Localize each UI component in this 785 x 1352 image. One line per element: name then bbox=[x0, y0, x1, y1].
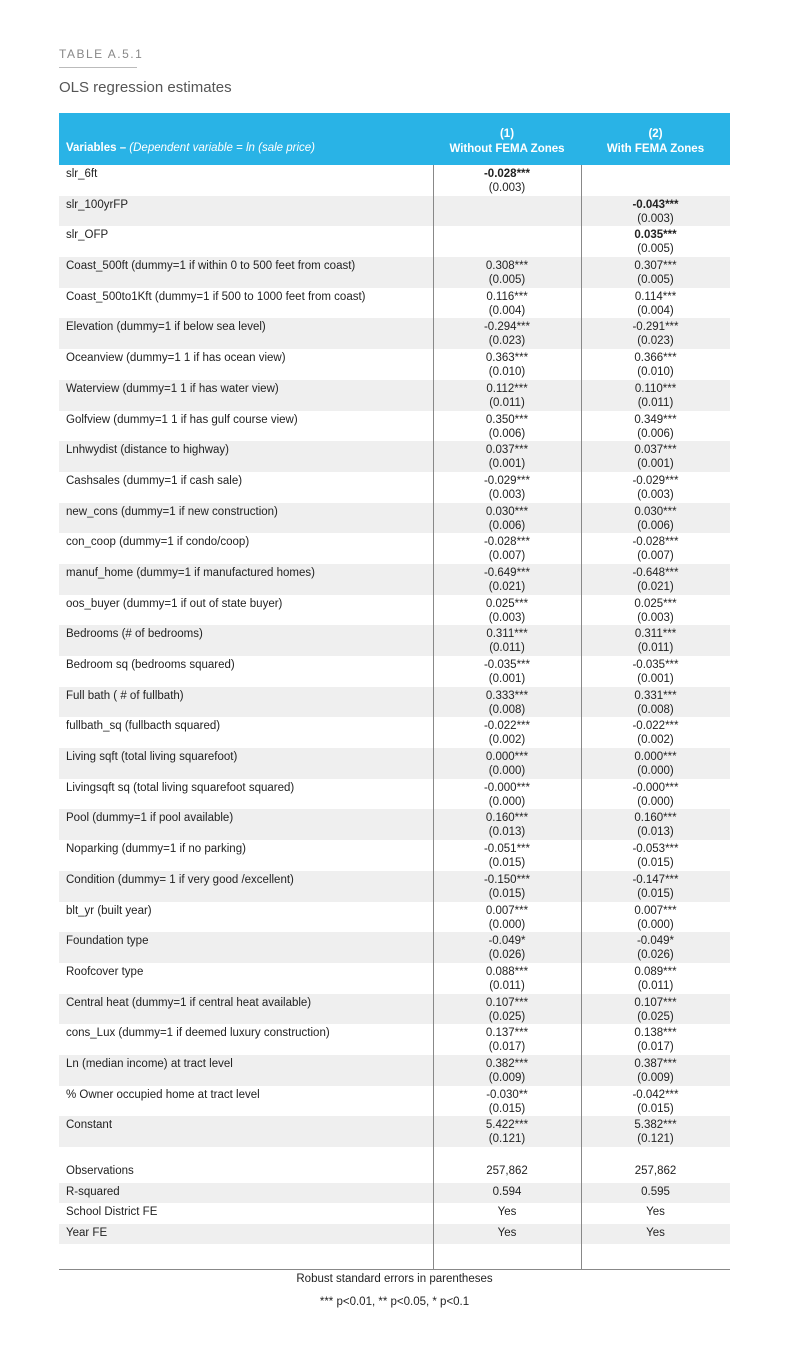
col1-coefficient: 0.311*** bbox=[486, 628, 528, 641]
col1-std-error: (0.000) bbox=[488, 795, 526, 808]
col2-coefficient: 0.000*** bbox=[634, 751, 677, 764]
col2-std-error: (0.025) bbox=[637, 1010, 674, 1023]
col2-cell bbox=[581, 1118, 730, 1146]
col1-coefficient: 0.088*** bbox=[485, 965, 529, 978]
table-row bbox=[59, 994, 730, 1025]
row-variable: slr_OFP bbox=[66, 229, 109, 242]
table-row bbox=[59, 318, 730, 349]
table-row bbox=[59, 748, 730, 779]
row-variable: Pool (dummy=1 if pool available) bbox=[66, 812, 234, 825]
col2-cell bbox=[581, 689, 730, 717]
table-row bbox=[59, 288, 730, 319]
col2-std-error: (0.013) bbox=[637, 826, 674, 839]
col2-std-error: (0.000) bbox=[637, 795, 674, 808]
row-variable: Foundation type bbox=[66, 935, 149, 948]
col2-cell bbox=[581, 627, 730, 655]
col2-cell bbox=[581, 658, 730, 686]
table-row bbox=[59, 380, 730, 411]
col2-coefficient: 0.037*** bbox=[634, 444, 677, 457]
header-col1 bbox=[433, 127, 581, 156]
col2-coefficient: -0.042*** bbox=[632, 1088, 679, 1101]
header-col1-number: (1) bbox=[499, 128, 515, 140]
col1-coefficient: 0.350*** bbox=[485, 413, 529, 426]
header-dependent-variable: (Dependent variable = ln (sale price) bbox=[129, 142, 315, 154]
row-variable: blt_yr (built year) bbox=[66, 904, 152, 917]
col1-std-error: (0.011) bbox=[489, 396, 525, 409]
col2-std-error: (0.023) bbox=[637, 335, 674, 348]
col2-std-error: (0.010) bbox=[637, 366, 674, 379]
col1-coefficient: 0.030*** bbox=[485, 505, 529, 518]
col1-cell bbox=[433, 1088, 581, 1116]
col1-std-error: (0.006) bbox=[488, 427, 526, 440]
stats-col2: Yes bbox=[646, 1206, 665, 1218]
table-row bbox=[59, 840, 730, 871]
table-row bbox=[59, 902, 730, 933]
col2-cell bbox=[581, 781, 730, 809]
col1-coefficient: -0.028*** bbox=[483, 536, 531, 549]
col2-std-error: (0.003) bbox=[637, 212, 674, 225]
col1-coefficient: 5.422*** bbox=[485, 1119, 529, 1132]
col2-std-error: (0.001) bbox=[637, 673, 674, 685]
col2-coefficient: -0.000*** bbox=[632, 781, 679, 794]
col1-std-error: (0.003) bbox=[488, 488, 526, 501]
table-row bbox=[59, 503, 730, 534]
row-variable: Central heat (dummy=1 if central heat available) bbox=[66, 996, 312, 1009]
row-variable: Elevation (dummy=1 if below sea level) bbox=[66, 321, 266, 334]
table-header bbox=[59, 113, 730, 165]
col1-cell bbox=[433, 965, 581, 993]
table-row bbox=[59, 963, 730, 994]
col1-coefficient: 0.007*** bbox=[485, 904, 529, 917]
col2-coefficient: 5.382*** bbox=[634, 1119, 677, 1132]
col1-std-error: (0.010) bbox=[488, 366, 526, 379]
col1-coefficient: 0.025*** bbox=[485, 597, 529, 610]
table-row bbox=[59, 349, 730, 380]
row-variable: new_cons (dummy=1 if new construction) bbox=[66, 505, 278, 518]
col2-std-error: (0.011) bbox=[637, 642, 674, 655]
col1-cell bbox=[433, 689, 581, 717]
col1-cell bbox=[433, 904, 581, 932]
row-variable: Lnhwydist (distance to highway) bbox=[66, 444, 229, 457]
col1-coefficient: 0.160*** bbox=[485, 812, 529, 825]
column-divider-1 bbox=[433, 165, 434, 1269]
col1-coefficient: -0.028*** bbox=[483, 168, 531, 180]
table-row bbox=[59, 226, 730, 257]
row-variable: cons_Lux (dummy=1 if deemed luxury construction) bbox=[66, 1027, 330, 1040]
col2-cell bbox=[581, 474, 730, 502]
header-col1-name: Without FEMA Zones bbox=[449, 142, 565, 155]
stats-label: R-squared bbox=[66, 1185, 120, 1198]
col2-coefficient: -0.035*** bbox=[632, 659, 679, 671]
col2-coefficient: -0.028*** bbox=[632, 536, 679, 549]
stats-col1: 257,862 bbox=[486, 1165, 528, 1177]
stats-col2: 257,862 bbox=[634, 1165, 677, 1177]
table-row bbox=[59, 1086, 730, 1117]
stats-col2: 0.595 bbox=[641, 1185, 670, 1198]
col2-cell bbox=[581, 597, 730, 625]
table-row bbox=[59, 595, 730, 626]
header-variables bbox=[66, 142, 315, 154]
col1-cell bbox=[433, 566, 581, 594]
col1-cell bbox=[433, 505, 581, 533]
col1-std-error: (0.025) bbox=[488, 1010, 526, 1023]
col2-cell bbox=[581, 904, 730, 932]
row-variable: Ln (median income) at tract level bbox=[66, 1057, 233, 1070]
col2-coefficient: 0.349*** bbox=[634, 413, 677, 426]
col2-cell bbox=[581, 1088, 730, 1116]
col1-cell bbox=[433, 658, 581, 686]
col2-coefficient: -0.029*** bbox=[632, 474, 679, 487]
table-row bbox=[59, 809, 730, 840]
col2-cell bbox=[581, 290, 730, 318]
col1-std-error: (0.002) bbox=[488, 734, 526, 747]
col2-std-error: (0.004) bbox=[637, 304, 674, 317]
col2-cell bbox=[581, 934, 730, 962]
col1-std-error: (0.003) bbox=[488, 182, 526, 194]
table-bottom-rule bbox=[59, 1269, 730, 1270]
col1-std-error: (0.001) bbox=[488, 673, 526, 685]
header-variables-label: Variables – bbox=[66, 142, 130, 154]
col1-cell bbox=[433, 719, 581, 747]
table-row bbox=[59, 1116, 730, 1147]
col1-coefficient: -0.022*** bbox=[483, 720, 531, 733]
row-variable: % Owner occupied home at tract level bbox=[66, 1088, 260, 1101]
col2-cell bbox=[581, 811, 730, 839]
table-row bbox=[59, 411, 730, 442]
table-row bbox=[59, 932, 730, 963]
col2-coefficient: -0.053*** bbox=[632, 843, 679, 856]
stats-label: Year FE bbox=[66, 1226, 108, 1239]
col1-coefficient: -0.051*** bbox=[483, 843, 531, 856]
col2-coefficient: 0.025*** bbox=[634, 597, 677, 610]
stats-row bbox=[59, 1183, 730, 1204]
col2-std-error: (0.000) bbox=[637, 918, 674, 931]
col1-cell bbox=[433, 1057, 581, 1085]
row-variable: Livingsqft sq (total living squarefoot squared) bbox=[66, 781, 295, 794]
col2-cell bbox=[581, 535, 730, 563]
col2-coefficient: 0.307*** bbox=[634, 260, 677, 273]
col2-std-error: (0.121) bbox=[637, 1133, 674, 1146]
col1-std-error: (0.000) bbox=[488, 918, 526, 931]
row-variable: Full bath ( # of fullbath) bbox=[66, 689, 184, 702]
col1-coefficient: 0.363*** bbox=[485, 352, 529, 365]
col2-coefficient: -0.291*** bbox=[632, 321, 679, 334]
col1-coefficient: -0.649*** bbox=[483, 566, 531, 579]
col2-coefficient: -0.043*** bbox=[632, 198, 679, 211]
col2-cell bbox=[581, 996, 730, 1024]
col2-std-error: (0.002) bbox=[637, 734, 674, 747]
col2-std-error: (0.000) bbox=[637, 765, 674, 778]
col2-std-error: (0.009) bbox=[637, 1071, 674, 1084]
table-row bbox=[59, 257, 730, 288]
col1-coefficient: -0.000*** bbox=[483, 781, 531, 794]
table-row bbox=[59, 564, 730, 595]
col2-cell bbox=[581, 750, 730, 778]
col1-std-error: (0.007) bbox=[488, 550, 526, 563]
row-variable: slr_100yrFP bbox=[66, 198, 128, 211]
col2-cell bbox=[581, 505, 730, 533]
col1-coefficient: 0.137*** bbox=[485, 1027, 529, 1040]
col1-std-error: (0.015) bbox=[488, 887, 526, 900]
col2-std-error: (0.011) bbox=[637, 979, 674, 992]
col2-coefficient: 0.110*** bbox=[634, 382, 677, 395]
col2-cell bbox=[581, 228, 730, 256]
col2-std-error: (0.003) bbox=[637, 611, 674, 624]
col1-cell bbox=[433, 474, 581, 502]
col2-std-error: (0.015) bbox=[637, 887, 674, 900]
col2-cell bbox=[581, 1057, 730, 1085]
col2-coefficient: -0.022*** bbox=[632, 720, 679, 733]
stats-row bbox=[59, 1224, 730, 1245]
col1-coefficient: -0.035*** bbox=[483, 659, 531, 671]
col2-coefficient: 0.138*** bbox=[634, 1027, 677, 1040]
table-row bbox=[59, 717, 730, 748]
col1-std-error: (0.005) bbox=[488, 274, 526, 287]
col2-cell bbox=[581, 1026, 730, 1054]
table-title: OLS regression estimates bbox=[59, 79, 232, 96]
col2-coefficient: 0.089*** bbox=[634, 965, 677, 978]
col2-std-error: (0.015) bbox=[637, 1102, 674, 1115]
table-row bbox=[59, 656, 730, 687]
col1-cell bbox=[433, 413, 581, 441]
col2-std-error: (0.017) bbox=[637, 1041, 674, 1054]
regression-table bbox=[59, 113, 730, 1244]
col2-cell bbox=[581, 351, 730, 379]
col2-coefficient: 0.331*** bbox=[634, 689, 677, 702]
col2-std-error: (0.021) bbox=[637, 580, 674, 593]
stats-label: School District FE bbox=[66, 1206, 158, 1218]
col1-std-error: (0.026) bbox=[488, 949, 526, 962]
col2-cell bbox=[581, 566, 730, 594]
col2-coefficient: 0.114*** bbox=[634, 290, 677, 303]
table-row bbox=[59, 625, 730, 656]
stats-col1: Yes bbox=[497, 1206, 517, 1218]
col1-cell bbox=[433, 259, 581, 287]
col1-std-error: (0.001) bbox=[488, 458, 526, 471]
col1-coefficient: -0.294*** bbox=[483, 321, 531, 334]
col2-std-error: (0.011) bbox=[637, 396, 674, 409]
header-col2-name: With FEMA Zones bbox=[606, 142, 705, 155]
table-label: TABLE A.5.1 bbox=[59, 47, 144, 61]
col1-std-error: (0.000) bbox=[488, 765, 526, 778]
col2-std-error: (0.005) bbox=[637, 274, 674, 287]
row-variable: Cashsales (dummy=1 if cash sale) bbox=[66, 474, 243, 487]
col1-cell bbox=[433, 750, 581, 778]
row-variable: Waterview (dummy=1 1 if has water view) bbox=[66, 382, 279, 395]
row-variable: Living sqft (total living squarefoot) bbox=[66, 751, 238, 764]
col1-std-error: (0.013) bbox=[488, 826, 526, 839]
col2-coefficient: -0.147*** bbox=[632, 873, 679, 886]
col1-cell bbox=[433, 351, 581, 379]
table-body bbox=[59, 165, 730, 1147]
col1-std-error: (0.006) bbox=[488, 519, 526, 532]
col1-coefficient: 0.037*** bbox=[485, 444, 529, 457]
col1-cell bbox=[433, 443, 581, 471]
col2-coefficient: 0.311*** bbox=[634, 628, 677, 641]
col2-cell bbox=[581, 719, 730, 747]
col1-std-error: (0.015) bbox=[488, 857, 526, 870]
stats-col2: Yes bbox=[646, 1226, 665, 1239]
table-row bbox=[59, 472, 730, 503]
col1-cell bbox=[433, 873, 581, 901]
col1-coefficient: 0.112*** bbox=[486, 382, 528, 395]
row-variable: Coast_500to1Kft (dummy=1 if 500 to 1000 feet from coast) bbox=[66, 290, 366, 303]
col1-coefficient: -0.029*** bbox=[483, 474, 531, 487]
table-row bbox=[59, 441, 730, 472]
col2-cell bbox=[581, 873, 730, 901]
note-significance: *** p<0.01, ** p<0.05, * p<0.1 bbox=[319, 1296, 470, 1308]
header-col2 bbox=[581, 127, 730, 156]
col2-coefficient: 0.160*** bbox=[634, 812, 677, 825]
col1-std-error: (0.011) bbox=[489, 642, 525, 655]
col2-cell bbox=[581, 443, 730, 471]
col2-cell bbox=[581, 382, 730, 410]
section-gap bbox=[59, 1147, 730, 1162]
row-variable: con_coop (dummy=1 if condo/coop) bbox=[66, 536, 250, 549]
col2-std-error: (0.005) bbox=[637, 243, 674, 256]
col1-std-error: (0.009) bbox=[488, 1071, 526, 1084]
col2-cell bbox=[581, 320, 730, 348]
col1-coefficient: 0.116*** bbox=[486, 290, 528, 303]
col2-coefficient: 0.035*** bbox=[634, 229, 677, 242]
col1-std-error: (0.008) bbox=[488, 703, 526, 716]
col2-coefficient: -0.648*** bbox=[632, 566, 679, 579]
col2-std-error: (0.007) bbox=[637, 550, 674, 563]
col2-coefficient: 0.007*** bbox=[634, 904, 677, 917]
col2-std-error: (0.006) bbox=[637, 519, 674, 532]
col1-cell bbox=[433, 842, 581, 870]
col1-coefficient: 0.382*** bbox=[485, 1057, 529, 1070]
row-variable: Oceanview (dummy=1 1 if has ocean view) bbox=[66, 352, 286, 365]
col2-cell bbox=[581, 842, 730, 870]
col1-std-error: (0.021) bbox=[488, 580, 526, 593]
row-variable: oos_buyer (dummy=1 if out of state buyer) bbox=[66, 597, 283, 610]
col1-cell bbox=[433, 290, 581, 318]
col1-std-error: (0.011) bbox=[489, 979, 525, 992]
stats-col1: 0.594 bbox=[492, 1185, 522, 1198]
col1-cell bbox=[433, 1026, 581, 1054]
row-variable: Constant bbox=[66, 1119, 113, 1132]
col2-cell bbox=[581, 198, 730, 226]
row-variable: Coast_500ft (dummy=1 if within 0 to 500 feet from coast) bbox=[66, 260, 356, 273]
table-row bbox=[59, 196, 730, 227]
row-variable: fullbath_sq (fullbacth squared) bbox=[66, 720, 221, 733]
col2-coefficient: 0.107*** bbox=[634, 996, 677, 1009]
stats-row bbox=[59, 1203, 730, 1224]
col2-std-error: (0.015) bbox=[637, 857, 674, 870]
col1-coefficient: 0.308*** bbox=[485, 260, 529, 273]
col1-coefficient: -0.150*** bbox=[483, 873, 531, 886]
col1-coefficient: -0.049* bbox=[488, 935, 526, 948]
table-row bbox=[59, 1024, 730, 1055]
col1-coefficient: 0.107*** bbox=[485, 996, 529, 1009]
row-variable: slr_6ft bbox=[66, 168, 98, 180]
col2-cell bbox=[581, 965, 730, 993]
col1-cell bbox=[433, 627, 581, 655]
col1-std-error: (0.004) bbox=[488, 304, 526, 317]
col1-cell bbox=[433, 167, 581, 195]
col1-std-error: (0.003) bbox=[488, 611, 526, 624]
table-row bbox=[59, 1055, 730, 1086]
table-stats bbox=[59, 1162, 730, 1244]
col1-std-error: (0.017) bbox=[488, 1041, 526, 1054]
row-variable: manuf_home (dummy=1 if manufactured homes) bbox=[66, 566, 315, 579]
table-row bbox=[59, 533, 730, 564]
col1-std-error: (0.121) bbox=[488, 1133, 526, 1146]
col2-std-error: (0.003) bbox=[637, 488, 674, 501]
col1-cell bbox=[433, 934, 581, 962]
col1-cell bbox=[433, 1118, 581, 1146]
header-col2-number: (2) bbox=[648, 128, 663, 140]
stats-col1: Yes bbox=[497, 1226, 517, 1239]
col2-coefficient: -0.049* bbox=[636, 935, 675, 948]
col2-std-error: (0.008) bbox=[637, 703, 674, 716]
row-variable: Roofcover type bbox=[66, 965, 144, 978]
col2-std-error: (0.026) bbox=[637, 949, 674, 962]
col1-std-error: (0.023) bbox=[488, 335, 526, 348]
col2-coefficient: 0.366*** bbox=[634, 352, 677, 365]
col1-cell bbox=[433, 781, 581, 809]
row-variable: Bedroom sq (bedrooms squared) bbox=[66, 659, 235, 671]
col2-coefficient: 0.030*** bbox=[634, 505, 677, 518]
stats-label: Observations bbox=[66, 1165, 134, 1177]
table-row bbox=[59, 687, 730, 718]
label-underline bbox=[59, 67, 137, 68]
col1-cell bbox=[433, 320, 581, 348]
col2-cell bbox=[581, 413, 730, 441]
col2-std-error: (0.001) bbox=[637, 458, 674, 471]
col1-std-error: (0.015) bbox=[488, 1102, 526, 1115]
table-row bbox=[59, 165, 730, 196]
stats-row bbox=[59, 1162, 730, 1183]
col1-coefficient: 0.000*** bbox=[485, 751, 529, 764]
col2-std-error: (0.006) bbox=[637, 427, 674, 440]
row-variable: Noparking (dummy=1 if no parking) bbox=[66, 843, 246, 856]
col1-cell bbox=[433, 996, 581, 1024]
col2-cell bbox=[581, 259, 730, 287]
row-variable: Condition (dummy= 1 if very good /excellent) bbox=[66, 873, 294, 886]
col1-coefficient: -0.030** bbox=[486, 1088, 528, 1101]
col2-coefficient: 0.387*** bbox=[634, 1057, 677, 1070]
col1-cell bbox=[433, 597, 581, 625]
col1-coefficient: 0.333*** bbox=[485, 689, 529, 702]
table-row bbox=[59, 871, 730, 902]
row-variable: Bedrooms (# of bedrooms) bbox=[66, 628, 203, 641]
col1-cell bbox=[433, 382, 581, 410]
note-standard-errors: Robust standard errors in parentheses bbox=[296, 1273, 493, 1285]
table-row bbox=[59, 779, 730, 810]
column-divider-2 bbox=[581, 165, 582, 1269]
col1-cell bbox=[433, 535, 581, 563]
col1-cell bbox=[433, 811, 581, 839]
row-variable: Golfview (dummy=1 1 if has gulf course view) bbox=[66, 413, 298, 426]
